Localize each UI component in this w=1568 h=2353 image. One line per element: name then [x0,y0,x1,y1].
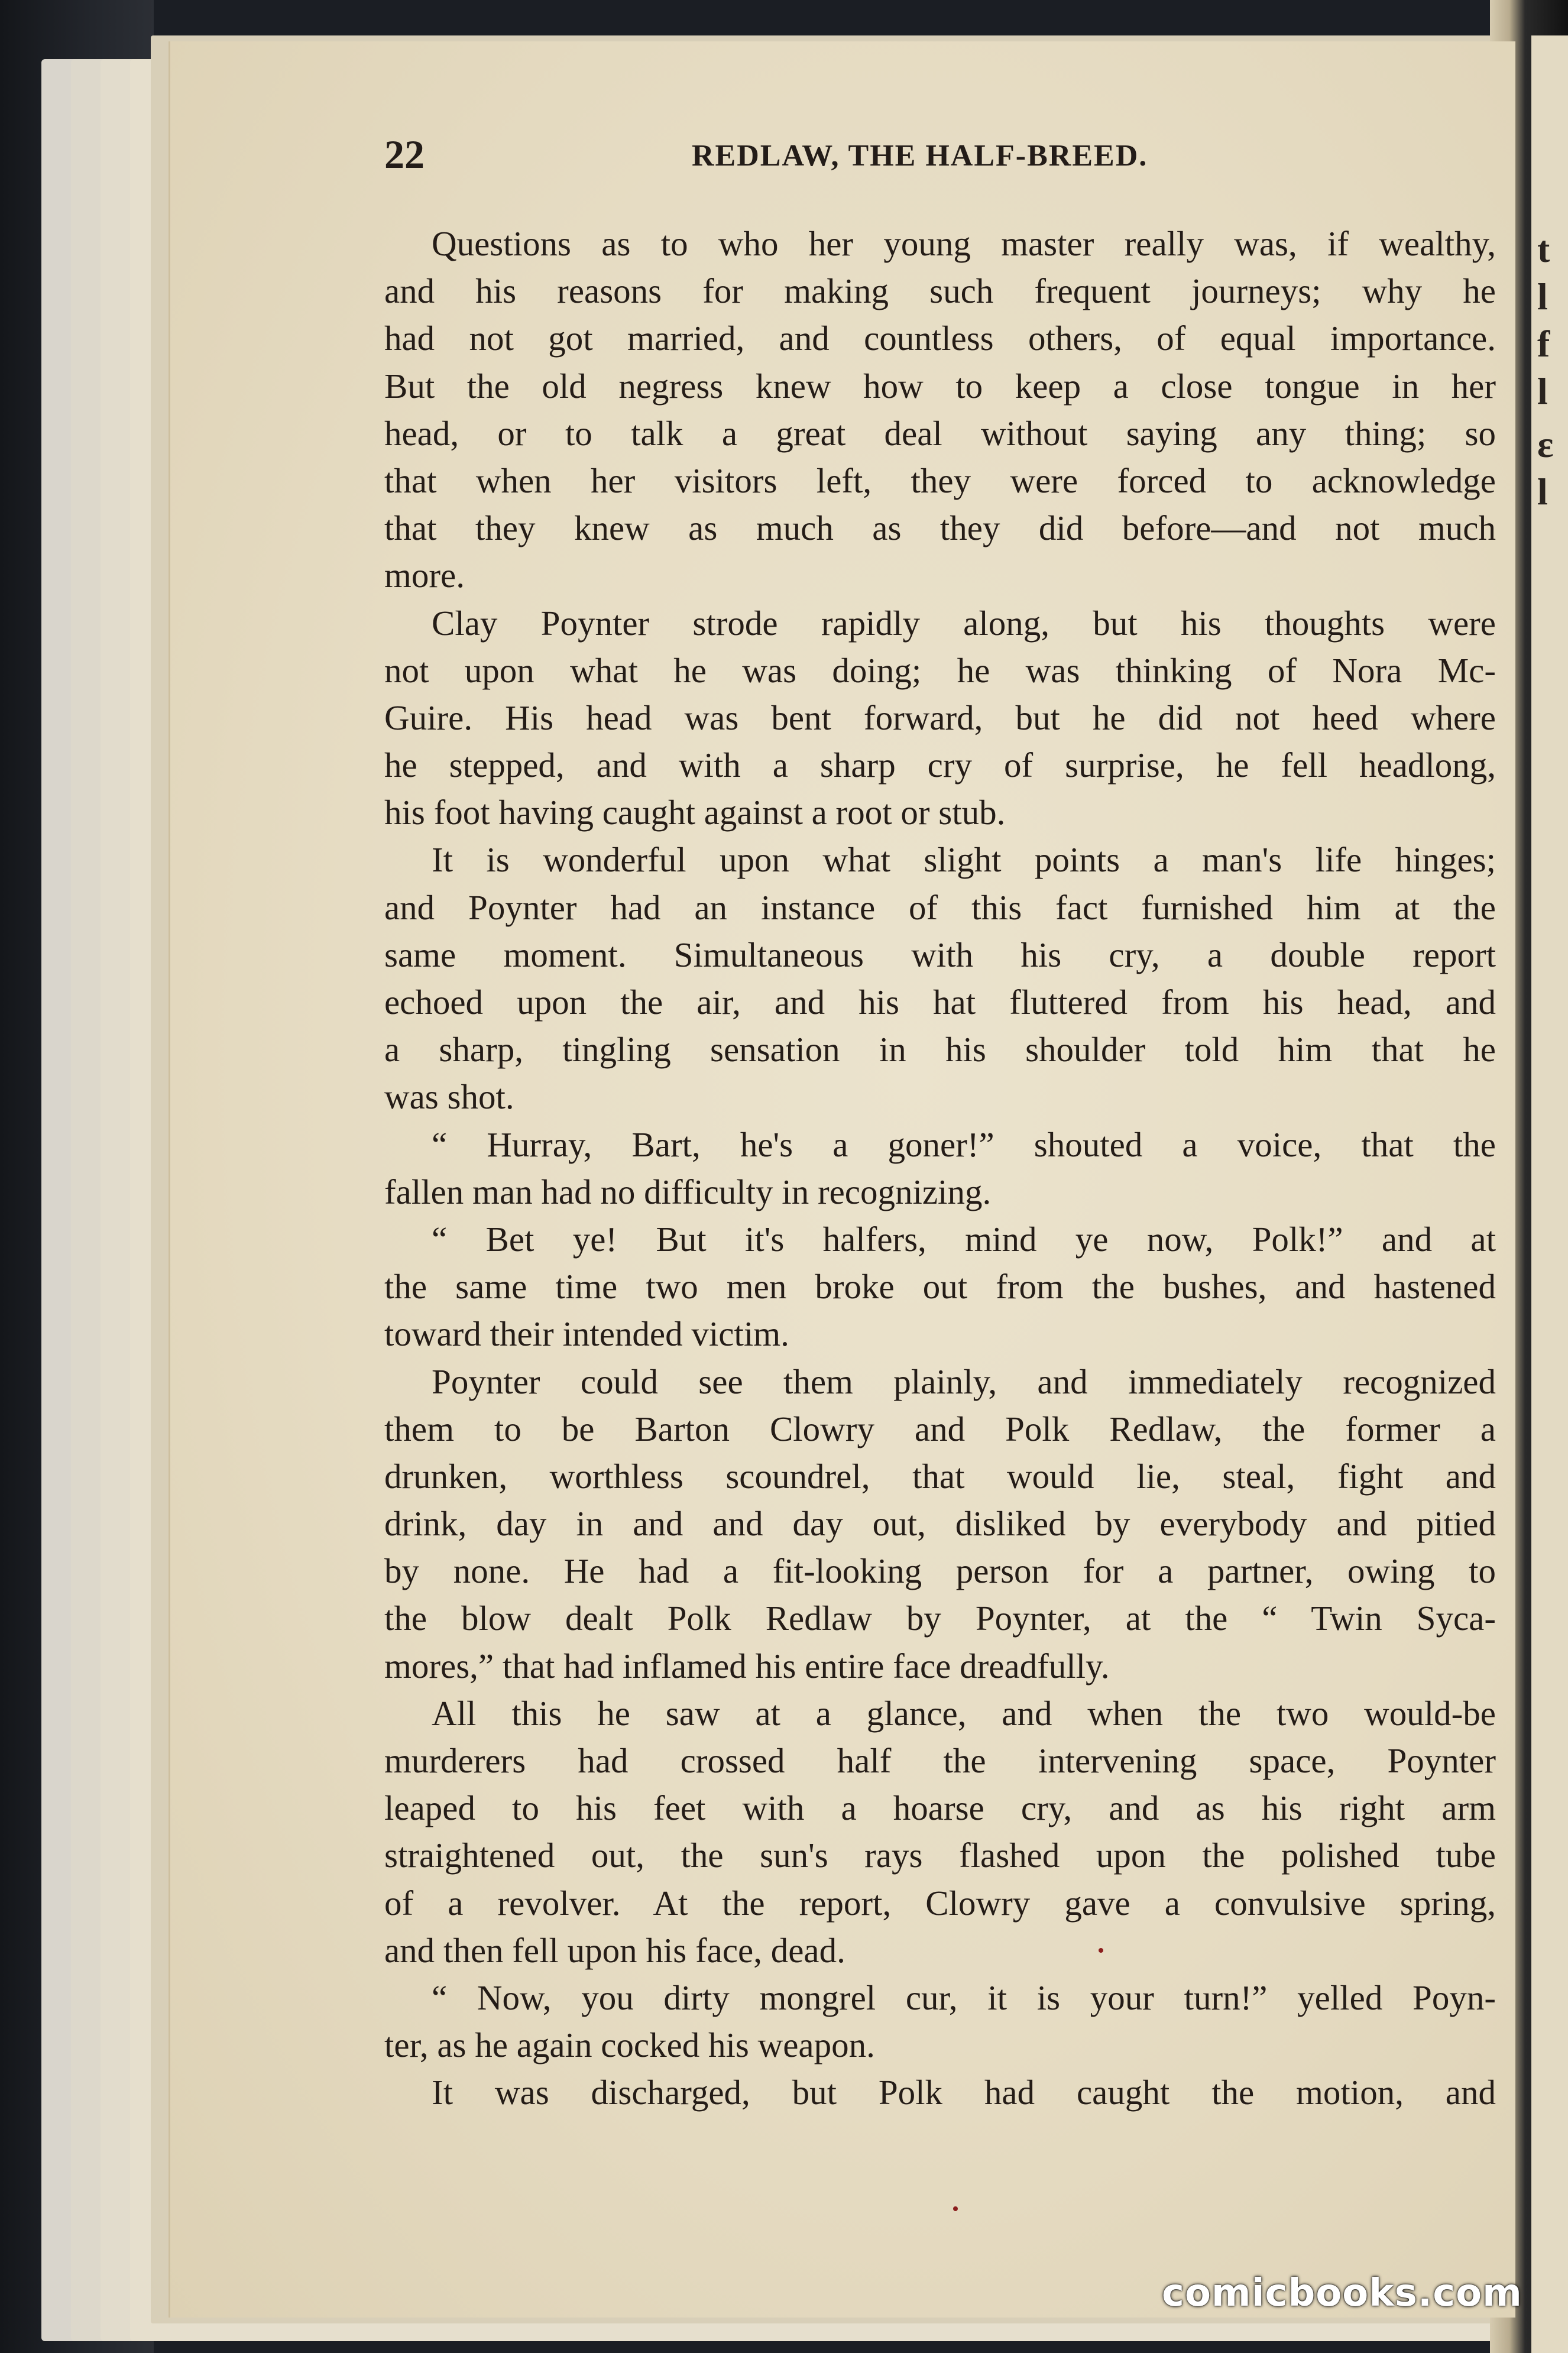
text-line: It was discharged, but Polk had caught the motion, and [432,2073,1496,2112]
text-line: Questions as to who her young master really was, if wealthy, [432,224,1496,263]
facing-page-char: t [1537,228,1550,270]
facing-page-char: f [1537,323,1550,365]
text-line: Guire. His head was bent forward, but he did not heed where [384,698,1496,737]
text-line: ter, as he again cocked his weapon. [384,2025,875,2065]
text-line: drunken, worthless scoundrel, that would lie, steal, fight and [384,1456,1496,1496]
text-line: All this he saw at a glance, and when the two would-be [432,1693,1496,1733]
facing-page-char: l [1537,471,1548,513]
text-line: by none. He had a fit-looking person for a partner, owing to [384,1551,1496,1591]
text-line: them to be Barton Clowry and Polk Redlaw, the former a [384,1409,1496,1448]
text-line: the blow dealt Polk Redlaw by Poynter, at the “ Twin Syca- [384,1599,1496,1638]
text-line: same moment. Simultaneous with his cry, a double report [384,935,1496,974]
text-line: the same time two men broke out from the bushes, and hastened [384,1267,1496,1307]
text-line: leaped to his feet with a hoarse cry, and as his right arm [384,1788,1496,1828]
text-line: of a revolver. At the report, Clowry gave a convulsive spring, [384,1883,1496,1923]
text-line: he stepped, and with a sharp cry of surprise, he fell headlong, [384,746,1496,785]
text-line: was shot. [384,1077,514,1117]
text-line: not upon what he was doing; he was thinking of Nora Mc- [384,650,1496,690]
text-line: mores,” that had inflamed his entire face dreadfully. [384,1646,1110,1686]
text-line: Poynter could see them plainly, and immediately recognized [432,1362,1496,1401]
text-line: echoed upon the air, and his hat fluttered from his head, and [384,983,1496,1022]
ink-speck [953,2206,958,2211]
text-line: had not got married, and countless others, of equal importance. [384,319,1496,358]
text-line: that they knew as much as they did before—and not much [384,508,1496,548]
ink-speck [1099,1948,1103,1953]
running-head: REDLAW, THE HALF-BREED. [692,139,1148,173]
text-line: straightened out, the sun's rays flashed upon the polished tube [384,1836,1496,1875]
text-line: Clay Poynter strode rapidly along, but his thoughts were [432,603,1496,643]
text-line: that when her visitors left, they were forced to acknowledge [384,461,1496,500]
text-line: “ Bet ye! But it's halfers, mind ye now, Polk!” and at [432,1219,1496,1259]
text-line: drink, day in and and day out, disliked by everybody and pitied [384,1504,1496,1544]
text-line: head, or to talk a great deal without saying any thing; so [384,413,1496,453]
text-line: toward their intended victim. [384,1314,789,1354]
text-line: murderers had crossed half the intervening space, Poynter [384,1741,1496,1780]
text-line: a sharp, tingling sensation in his shoulder told him that he [384,1030,1496,1069]
facing-page-char: ε [1537,423,1554,465]
text-line: fallen man had no difficulty in recognizing. [384,1172,992,1211]
body-text [384,220,1496,2117]
text-line: But the old negress knew how to keep a close tongue in her [384,366,1496,406]
text-line: and then fell upon his face, dead. [384,1930,845,1970]
text-line: more. [384,556,465,595]
text-line: his foot having caught against a root or stub. [384,793,1006,832]
page-number: 22 [384,132,425,177]
page-header [384,131,1484,184]
text-line: “ Hurray, Bart, he's a goner!” shouted a voice, that the [432,1124,1496,1164]
text-line: It is wonderful upon what slight points a man's life hinges; [432,840,1496,880]
facing-page-char: l [1537,276,1548,317]
facing-page-char: l [1537,370,1548,412]
text-line: and Poynter had an instance of this fact furnished him at the [384,887,1496,927]
text-line: and his reasons for making such frequent journeys; why he [384,271,1496,311]
text-line: “ Now, you dirty mongrel cur, it is your turn!” yelled Poyn- [432,1978,1496,2017]
watermark: comicbooks.com [1162,2271,1522,2315]
